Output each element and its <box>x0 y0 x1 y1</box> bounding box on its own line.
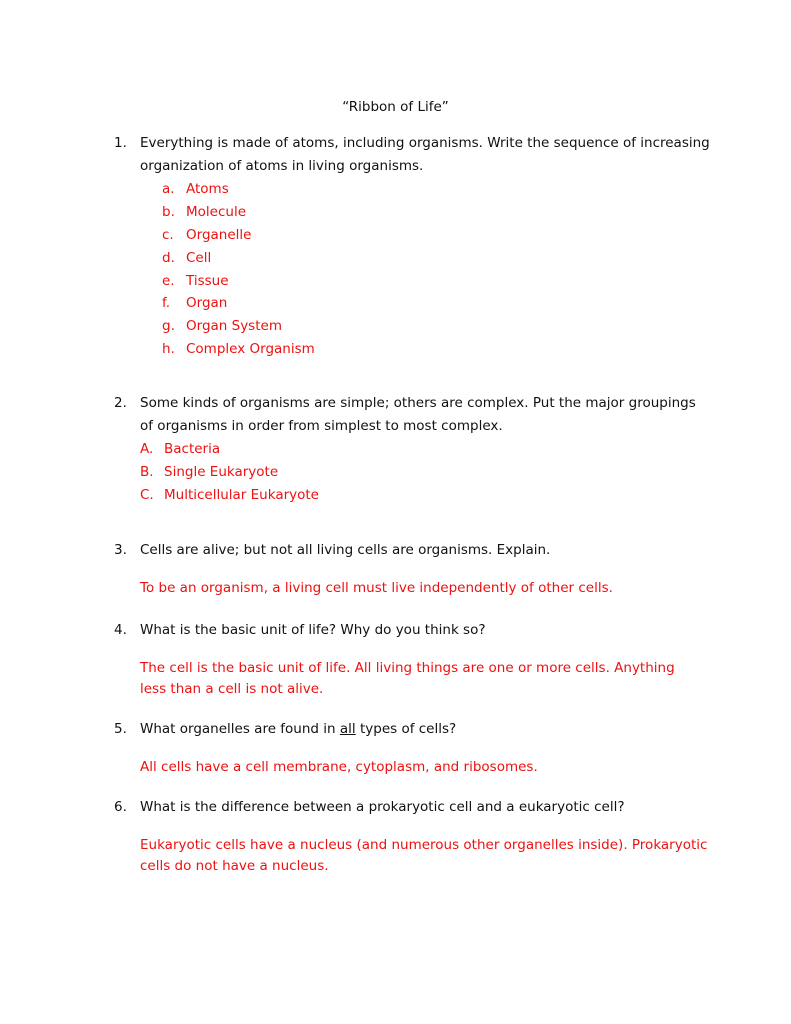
answer-text: All cells have a cell membrane, cytoplasm, and ribosomes. <box>140 759 538 775</box>
list-letter: a. <box>162 181 175 197</box>
list-item <box>114 270 714 293</box>
list-letter: d. <box>162 249 175 266</box>
answer-text <box>140 835 714 877</box>
list-letter: e. <box>162 272 175 289</box>
list-letter: g. <box>162 318 175 335</box>
page-title: “Ribbon of Life” <box>342 99 449 115</box>
list-item <box>114 292 714 315</box>
answer-text: To be an organism, a living cell must live independently of other cells. <box>140 580 613 596</box>
list-item-text: Multicellular Eukaryote <box>164 486 319 503</box>
question-number: 6. <box>114 799 127 815</box>
underlined-word: all <box>339 721 356 737</box>
question-1 <box>114 132 714 361</box>
list-item-text: Organ <box>186 295 228 312</box>
question-number: 5. <box>114 721 127 737</box>
question-number: 3. <box>114 542 127 558</box>
list-item-text: Bacteria <box>164 441 221 457</box>
answer-line: cells do not have a nucleus. <box>140 858 329 874</box>
list-item <box>114 178 714 201</box>
question-2 <box>114 392 714 507</box>
list-item <box>114 201 714 224</box>
list-item <box>114 224 714 247</box>
answer-list <box>114 438 714 507</box>
list-item <box>114 338 714 361</box>
list-letter: c. <box>162 226 174 243</box>
list-item-text: Molecule <box>186 203 246 220</box>
list-item-text: Complex Organism <box>186 341 315 358</box>
list-letter: h. <box>162 341 175 358</box>
question-text <box>140 392 714 438</box>
question-text-part: What organelles are found in <box>140 721 340 737</box>
question-6 <box>114 796 714 877</box>
question-number: 2. <box>114 395 127 411</box>
list-item-text: Cell <box>186 249 212 266</box>
question-text: What is the basic unit of life? Why do you think so? <box>140 622 486 638</box>
list-item-text: Atoms <box>186 181 229 197</box>
question-4 <box>114 619 714 700</box>
question-text-part: types of cells? <box>355 721 457 737</box>
list-item-text: Organelle <box>186 226 252 243</box>
answer-line: less than a cell is not alive. <box>140 681 324 697</box>
question-text <box>140 132 714 178</box>
question-text <box>140 718 714 741</box>
question-3 <box>114 539 714 599</box>
list-item <box>114 484 714 507</box>
answer-line: Eukaryotic cells have a nucleus (and numerous other organelles inside). Prokaryotic <box>140 837 708 853</box>
question-line: of organisms in order from simplest to most complex. <box>140 418 503 434</box>
question-number: 1. <box>114 135 127 151</box>
list-item <box>114 247 714 270</box>
list-item <box>114 315 714 338</box>
list-letter: f. <box>162 295 171 312</box>
list-letter: A. <box>140 441 154 457</box>
list-item-text: Tissue <box>186 272 229 289</box>
list-letter: B. <box>140 463 154 480</box>
question-number: 4. <box>114 622 127 638</box>
list-item-text: Single Eukaryote <box>164 463 279 480</box>
question-line: Everything is made of atoms, including organisms. Write the sequence of increasing <box>140 135 710 151</box>
list-letter: b. <box>162 203 175 220</box>
answer-line: The cell is the basic unit of life. All living things are one or more cells. Anything <box>140 660 675 676</box>
answer-list <box>114 178 714 361</box>
list-item-text: Organ System <box>186 318 282 335</box>
question-line: Some kinds of organisms are simple; others are complex. Put the major groupings <box>140 395 696 411</box>
list-letter: C. <box>140 486 154 503</box>
question-text: Cells are alive; but not all living cells are organisms. Explain. <box>140 542 551 558</box>
answer-text <box>140 658 714 700</box>
list-item <box>114 438 714 461</box>
question-text: What is the difference between a prokaryotic cell and a eukaryotic cell? <box>140 799 625 815</box>
question-5 <box>114 718 714 778</box>
list-item <box>114 461 714 484</box>
question-line: organization of atoms in living organisms. <box>140 158 424 174</box>
